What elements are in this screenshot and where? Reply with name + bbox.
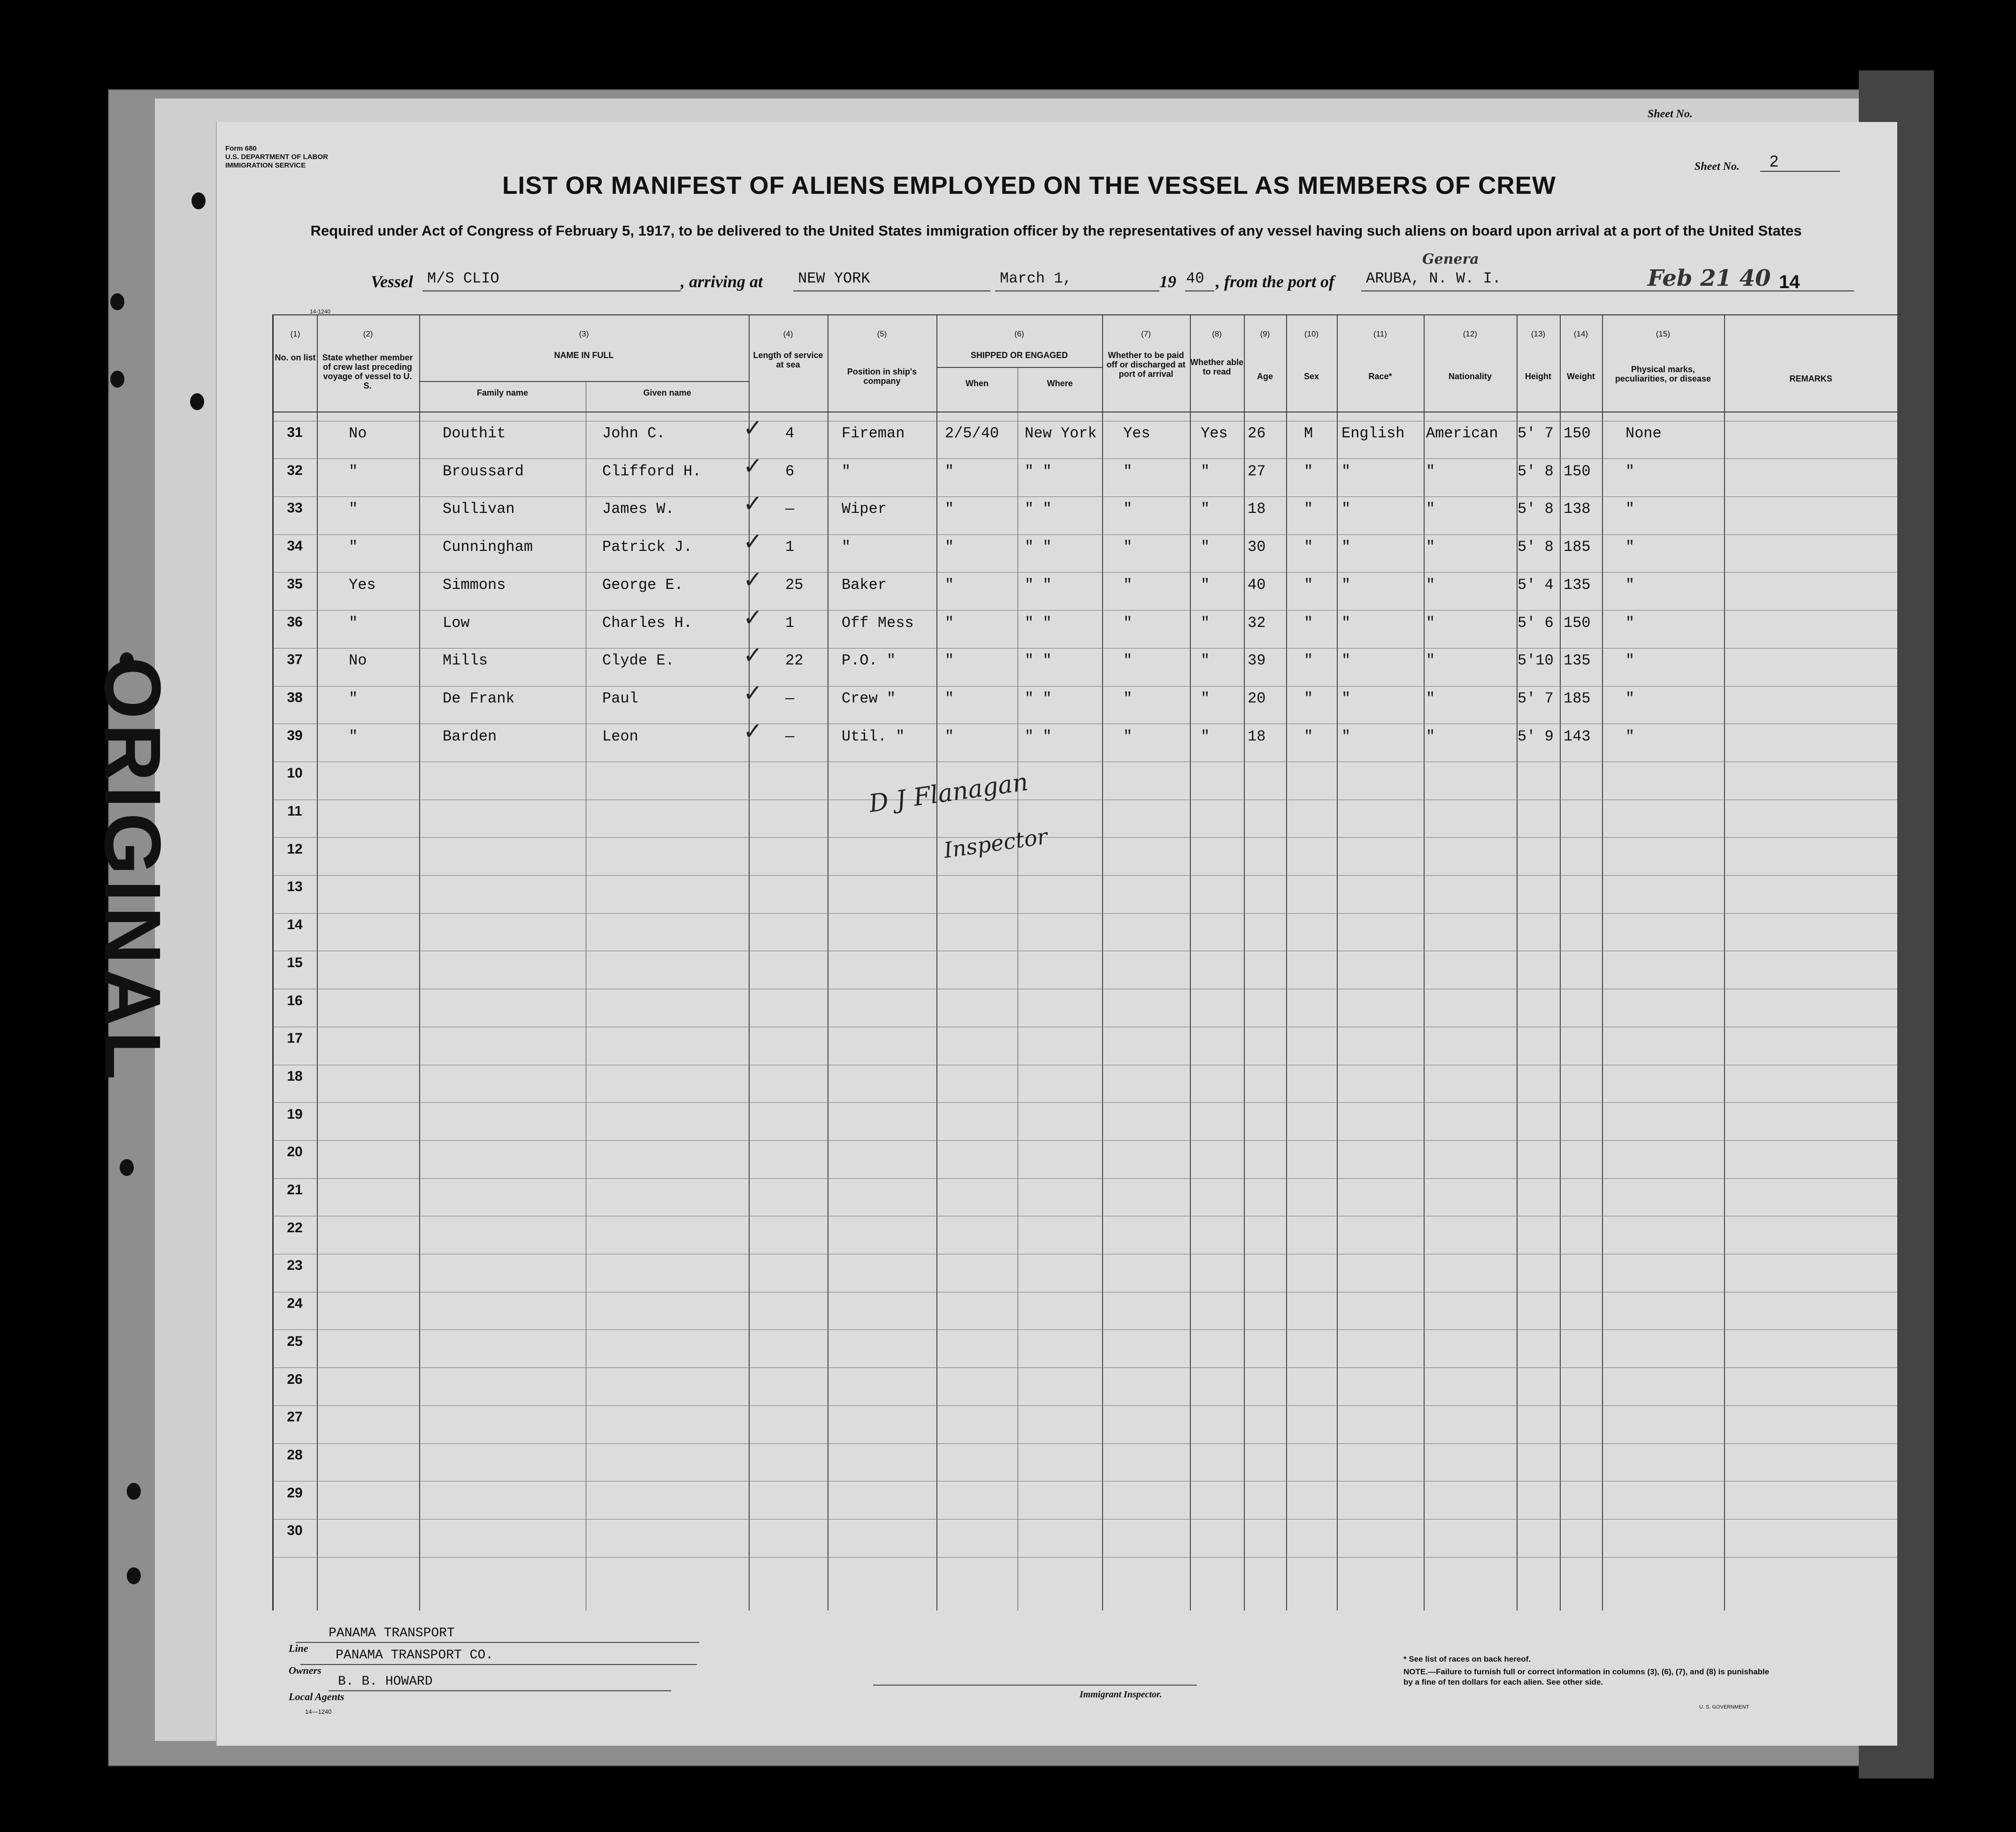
cell-sex: " xyxy=(1304,652,1313,670)
cell-service: 1 xyxy=(785,538,795,556)
cell-nat: " xyxy=(1426,538,1435,556)
vessel-name: M/S CLIO xyxy=(422,270,681,291)
header-shipped: SHIPPED OR ENGAGED xyxy=(970,351,1068,360)
cell-sex: " xyxy=(1304,727,1313,745)
line-value: PANAMA TRANSPORT xyxy=(296,1626,699,1643)
row-number: 34 xyxy=(287,538,303,554)
col-divider xyxy=(1244,315,1245,1611)
row-line xyxy=(274,1367,1898,1368)
colnum: (3) xyxy=(579,329,589,338)
year-prefix: 19 xyxy=(1159,272,1176,291)
binding-hole xyxy=(120,1159,134,1176)
cell-race: " xyxy=(1341,500,1351,518)
cell-sex: " xyxy=(1304,462,1313,480)
cell-service: — xyxy=(785,727,795,745)
cell-weight: 138 xyxy=(1564,500,1591,518)
cell-weight: 150 xyxy=(1564,462,1591,480)
cell-prev: No xyxy=(349,425,367,442)
arriving-label: , arriving at xyxy=(681,272,763,291)
cell-family: Low xyxy=(443,614,470,632)
row-line xyxy=(274,686,1898,687)
cell-sex: " xyxy=(1304,538,1313,556)
row-number: 23 xyxy=(287,1258,303,1274)
cell-physical: " xyxy=(1625,462,1635,480)
colnum: (6) xyxy=(1014,329,1024,338)
cell-weight: 185 xyxy=(1564,538,1591,556)
department: U.S. DEPARTMENT OF LABOR xyxy=(225,153,328,161)
cell-read: " xyxy=(1201,689,1210,707)
colnum: (1) xyxy=(290,329,300,338)
cell-position: P.O. " xyxy=(842,652,896,670)
cell-family: Cunningham xyxy=(443,538,533,556)
cell-service: 22 xyxy=(785,652,804,670)
cell-height: 5' 8 xyxy=(1518,538,1554,556)
cell-read: " xyxy=(1201,576,1210,594)
row-number: 30 xyxy=(287,1523,303,1539)
cell-family: Barden xyxy=(443,727,497,745)
cell-prev: " xyxy=(349,462,358,480)
row-line xyxy=(274,1443,1898,1444)
row-line xyxy=(274,837,1898,838)
row-number: 17 xyxy=(287,1030,303,1046)
cell-position: Off Mess xyxy=(842,614,914,632)
row-line xyxy=(274,1102,1898,1103)
inspector-label: Immigrant Inspector. xyxy=(1080,1689,1162,1700)
cell-prev: " xyxy=(349,727,358,745)
failure-note: NOTE.—Failure to furnish full or correct information in columns (3), (6), (7), and (8) is punishable by a fine of ten dollars for each alien. See other side. xyxy=(1403,1667,1770,1687)
cell-given: James W. xyxy=(602,500,675,518)
colnum: (10) xyxy=(1304,329,1319,338)
form-header-tag xyxy=(225,145,328,170)
cell-age: 20 xyxy=(1248,689,1266,707)
row-number: 35 xyxy=(287,576,303,592)
row-number: 39 xyxy=(287,727,303,743)
arrival-port: NEW YORK xyxy=(793,270,990,291)
row-number: 11 xyxy=(287,803,302,819)
row-line xyxy=(274,1140,1898,1141)
cell-family: Broussard xyxy=(443,462,524,480)
cell-prev: No xyxy=(349,652,367,670)
colnum: (15) xyxy=(1656,329,1671,338)
cell-family: Simmons xyxy=(443,576,506,594)
cell-given: Patrick J. xyxy=(602,538,693,556)
col-divider xyxy=(1102,315,1103,1611)
row-number: 25 xyxy=(287,1333,303,1349)
cell-position: Baker xyxy=(842,576,887,594)
cell-family: Douthit xyxy=(443,425,506,442)
cell-given: Paul xyxy=(602,689,638,707)
header-race: Race* xyxy=(1368,372,1392,381)
cell-height: 5' 6 xyxy=(1518,614,1554,632)
cell-position: Fireman xyxy=(842,425,905,442)
cell-height: 5' 8 xyxy=(1518,462,1554,480)
header-able-read: Whether able to read xyxy=(1190,358,1244,376)
page-subtitle: Required under Act of Congress of February 5, 1917, to be delivered to the United States immigration officer by the representatives of any vessel having such aliens on board upon arrival at a port of the United States xyxy=(310,222,1802,239)
cell-read: " xyxy=(1201,652,1210,670)
col-divider xyxy=(1560,315,1561,1611)
cell-when: " xyxy=(945,652,954,670)
check-mark-icon: ✓ xyxy=(743,528,763,556)
cell-nat: " xyxy=(1426,576,1435,594)
row-line xyxy=(274,1329,1898,1330)
binding-hole xyxy=(110,371,124,388)
row-number: 14 xyxy=(287,917,303,933)
binding-hole xyxy=(190,393,204,410)
cell-age: 27 xyxy=(1248,462,1266,480)
row-number: 18 xyxy=(287,1068,303,1084)
colnum: (4) xyxy=(783,329,793,338)
header-age: Age xyxy=(1257,372,1273,381)
cell-weight: 150 xyxy=(1564,425,1591,442)
races-note: * See list of races on back hereof. xyxy=(1403,1655,1531,1664)
header-family-name: Family name xyxy=(476,388,529,397)
form-code: 14-1240 xyxy=(310,308,331,315)
col-divider xyxy=(1724,315,1725,1611)
header-length-service: Length of service at sea xyxy=(753,351,823,369)
agents-code: 14—1240 xyxy=(305,1708,332,1715)
row-line xyxy=(274,1178,1898,1179)
row-number: 19 xyxy=(287,1106,303,1122)
cell-read: " xyxy=(1201,500,1210,518)
check-mark-icon: ✓ xyxy=(743,641,763,669)
cell-height: 5'10 xyxy=(1518,652,1554,670)
cell-prev: " xyxy=(349,614,358,632)
cell-age: 18 xyxy=(1248,500,1266,518)
cell-race: " xyxy=(1341,576,1351,594)
cell-paid: " xyxy=(1123,727,1133,745)
cell-when: " xyxy=(945,614,954,632)
cell-race: " xyxy=(1341,689,1351,707)
check-mark-icon: ✓ xyxy=(743,414,763,442)
cell-sex: " xyxy=(1304,689,1313,707)
cell-position: " xyxy=(842,462,851,480)
cell-where: New York xyxy=(1025,425,1097,442)
cell-sex: " xyxy=(1304,500,1313,518)
cell-nat: " xyxy=(1426,652,1435,670)
row-number: 31 xyxy=(287,425,303,440)
row-number: 29 xyxy=(287,1485,303,1501)
cell-given: John C. xyxy=(602,425,666,442)
cell-when: " xyxy=(945,727,954,745)
cell-read: Yes xyxy=(1201,425,1228,442)
cell-read: " xyxy=(1201,727,1210,745)
cell-when: " xyxy=(945,462,954,480)
cell-age: 26 xyxy=(1248,425,1266,442)
cell-age: 32 xyxy=(1248,614,1266,632)
cell-given: George E. xyxy=(602,576,683,594)
row-line xyxy=(274,913,1898,914)
cell-given: Leon xyxy=(602,727,638,745)
inspector-signature: D J Flanagan xyxy=(867,768,1030,818)
cell-race: English xyxy=(1341,425,1405,442)
row-number: 27 xyxy=(287,1409,303,1425)
cell-age: 18 xyxy=(1248,727,1266,745)
cell-when: " xyxy=(945,576,954,594)
cell-physical: " xyxy=(1625,689,1635,707)
cell-physical: " xyxy=(1625,576,1635,594)
service: IMMIGRATION SERVICE xyxy=(225,161,306,169)
header-paid-off: Whether to be paid off or discharged at port of arrival xyxy=(1106,351,1186,379)
cell-when: 2/5/40 xyxy=(945,425,999,442)
cell-age: 40 xyxy=(1248,576,1266,594)
year-suffix: 40 xyxy=(1185,270,1214,291)
row-number: 26 xyxy=(287,1371,303,1387)
cell-read: " xyxy=(1201,614,1210,632)
cell-read: " xyxy=(1201,538,1210,556)
cell-read: " xyxy=(1201,462,1210,480)
col-divider xyxy=(1424,315,1425,1611)
cell-where: " " xyxy=(1025,462,1052,480)
colnum: (14) xyxy=(1573,329,1588,338)
cell-physical: None xyxy=(1625,425,1662,442)
form-number: Form 680 xyxy=(225,145,257,153)
agents-value: B. B. HOWARD xyxy=(329,1674,671,1691)
colnum: (2) xyxy=(363,329,373,338)
cell-weight: 143 xyxy=(1564,727,1591,745)
cell-height: 5' 7 xyxy=(1518,689,1554,707)
cell-service: 4 xyxy=(785,425,795,442)
cell-prev: " xyxy=(349,689,358,707)
cell-position: Wiper xyxy=(842,500,887,518)
line-label: Line xyxy=(289,1642,308,1654)
cell-height: 5' 4 xyxy=(1518,576,1554,594)
cell-service: 1 xyxy=(785,614,795,632)
header-given-name: Given name xyxy=(643,388,691,397)
header-when: When xyxy=(966,379,989,388)
manifest-table xyxy=(272,314,1902,1611)
cell-sex: " xyxy=(1304,576,1313,594)
binding-hole xyxy=(192,192,206,209)
colnum: (13) xyxy=(1531,329,1546,338)
vessel-line xyxy=(371,251,1868,298)
cell-paid: " xyxy=(1123,576,1133,594)
cell-race: " xyxy=(1341,538,1351,556)
header-where: Where xyxy=(1047,379,1073,388)
binding-hole xyxy=(127,1567,141,1584)
cell-weight: 150 xyxy=(1564,614,1591,632)
cell-height: 5' 7 xyxy=(1518,425,1554,442)
cell-paid: Yes xyxy=(1123,425,1150,442)
row-line xyxy=(274,534,1898,535)
cell-nat: " xyxy=(1426,462,1435,480)
cell-nat: " xyxy=(1426,614,1435,632)
cell-paid: " xyxy=(1123,462,1133,480)
col-divider xyxy=(317,315,318,1611)
row-line xyxy=(274,648,1898,649)
colnum: (7) xyxy=(1141,329,1151,338)
header-sex: Sex xyxy=(1303,372,1319,381)
cell-physical: " xyxy=(1625,500,1635,518)
row-line xyxy=(274,458,1898,459)
check-mark-icon: ✓ xyxy=(743,490,763,518)
vessel-label: Vessel xyxy=(371,272,413,291)
cell-given: Clyde E. xyxy=(602,652,675,670)
cell-physical: " xyxy=(1625,538,1635,556)
cell-physical: " xyxy=(1625,614,1635,632)
header-weight: Weight xyxy=(1567,372,1595,381)
cell-sex: M xyxy=(1304,425,1313,442)
cell-position: Crew " xyxy=(842,689,896,707)
header-nationality: Nationality xyxy=(1448,372,1492,381)
check-mark-icon: ✓ xyxy=(743,679,763,707)
cell-family: Sullivan xyxy=(443,500,515,518)
row-line xyxy=(274,610,1898,611)
colnum: (11) xyxy=(1373,329,1387,338)
cell-paid: " xyxy=(1123,689,1133,707)
row-number: 16 xyxy=(287,992,303,1008)
arrival-date: March 1, xyxy=(995,270,1159,291)
cell-where: " " xyxy=(1025,689,1052,707)
row-number: 24 xyxy=(287,1296,303,1312)
cell-paid: " xyxy=(1123,652,1133,670)
cell-physical: " xyxy=(1625,727,1635,745)
cell-prev: " xyxy=(349,500,358,518)
col-divider xyxy=(1602,315,1603,1611)
cell-age: 30 xyxy=(1248,538,1266,556)
cell-given: Charles H. xyxy=(602,614,693,632)
row-number: 38 xyxy=(287,689,303,705)
cell-race: " xyxy=(1341,614,1351,632)
header-position: Position in ship's company xyxy=(847,367,917,386)
cell-given: Clifford H. xyxy=(602,462,702,480)
colnum: (8) xyxy=(1212,329,1222,338)
row-number: 21 xyxy=(287,1182,303,1198)
col-divider xyxy=(936,315,937,1611)
page-title: LIST OR MANIFEST OF ALIENS EMPLOYED ON THE VESSEL AS MEMBERS OF CREW xyxy=(502,172,1556,199)
header-no-on-list: No. on list xyxy=(275,353,316,362)
name-sub-line xyxy=(419,381,749,382)
cell-paid: " xyxy=(1123,500,1133,518)
cell-physical: " xyxy=(1625,652,1635,670)
cell-where: " " xyxy=(1025,614,1052,632)
cell-when: " xyxy=(945,500,954,518)
row-number: 37 xyxy=(287,652,303,668)
colnum: (9) xyxy=(1260,329,1270,338)
agents-label: Local Agents xyxy=(289,1691,345,1702)
cell-prev: Yes xyxy=(349,576,376,594)
cell-height: 5' 9 xyxy=(1518,727,1554,745)
cell-nat: " xyxy=(1426,500,1435,518)
col-divider xyxy=(1898,315,1899,1611)
header-name-in-full: NAME IN FULL xyxy=(554,351,614,360)
cell-weight: 185 xyxy=(1564,689,1591,707)
header-remarks: REMARKS xyxy=(1789,374,1832,383)
row-number: 15 xyxy=(287,954,303,970)
cell-nat: " xyxy=(1426,689,1435,707)
row-number: 36 xyxy=(287,614,303,630)
row-number: 20 xyxy=(287,1144,303,1160)
sheet-number: 2 xyxy=(1760,153,1840,172)
cell-family: De Frank xyxy=(443,689,515,707)
cell-paid: " xyxy=(1123,614,1133,632)
cell-service: 6 xyxy=(785,462,795,480)
cell-where: " " xyxy=(1025,727,1052,745)
cell-position: Util. " xyxy=(842,727,905,745)
cell-position: " xyxy=(842,538,851,556)
cell-when: " xyxy=(945,689,954,707)
row-number: 12 xyxy=(287,841,303,857)
row-number: 13 xyxy=(287,879,303,895)
from-port: ARUBA, N. W. I. xyxy=(1361,270,1854,291)
owners-label: Owners xyxy=(289,1664,322,1676)
cell-where: " " xyxy=(1025,500,1052,518)
cell-family: Mills xyxy=(443,652,488,670)
binding-hole xyxy=(127,1483,141,1500)
row-line xyxy=(274,875,1898,876)
cell-height: 5' 8 xyxy=(1518,500,1554,518)
col-divider xyxy=(1286,315,1287,1611)
page-number: 14 xyxy=(1779,272,1800,292)
cell-race: " xyxy=(1341,652,1351,670)
cell-where: " " xyxy=(1025,576,1052,594)
cell-where: " " xyxy=(1025,652,1052,670)
back-sheet-label: Sheet No. xyxy=(1648,108,1693,120)
handwritten-genera: Genera xyxy=(1422,251,1479,267)
header-height: Height xyxy=(1525,372,1551,381)
check-mark-icon: ✓ xyxy=(743,452,763,480)
row-number: 28 xyxy=(287,1447,303,1463)
cell-prev: " xyxy=(349,538,358,556)
cell-age: 39 xyxy=(1248,652,1266,670)
shipped-sub-line xyxy=(936,367,1102,368)
colnum: (5) xyxy=(877,329,887,338)
row-number: 10 xyxy=(287,765,303,781)
col-divider xyxy=(419,315,420,1611)
col-divider xyxy=(1190,315,1191,1611)
original-stamp: ORIGINAL xyxy=(88,657,177,1085)
from-label: , from the port of xyxy=(1216,272,1335,291)
handwritten-date: Feb 21 40 xyxy=(1648,265,1771,291)
check-mark-icon: ✓ xyxy=(743,565,763,593)
cell-nat: " xyxy=(1426,727,1435,745)
check-mark-icon: ✓ xyxy=(743,717,763,745)
cell-race: " xyxy=(1341,462,1351,480)
cell-service: — xyxy=(785,689,795,707)
cell-service: — xyxy=(785,500,795,518)
inspector-title: Inspector xyxy=(942,823,1049,863)
row-line xyxy=(274,496,1898,497)
row-line xyxy=(274,1405,1898,1406)
cell-paid: " xyxy=(1123,538,1133,556)
cell-weight: 135 xyxy=(1564,576,1591,594)
owners-value: PANAMA TRANSPORT CO. xyxy=(300,1648,697,1665)
header-physical: Physical marks, peculiarities, or disease xyxy=(1615,365,1711,383)
binding-hole xyxy=(110,293,124,310)
cell-weight: 135 xyxy=(1564,652,1591,670)
check-mark-icon: ✓ xyxy=(743,603,763,631)
cell-where: " " xyxy=(1025,538,1052,556)
row-number: 22 xyxy=(287,1220,303,1236)
row-number: 32 xyxy=(287,462,303,478)
col-divider xyxy=(1337,315,1338,1611)
row-number: 33 xyxy=(287,500,303,516)
colnum: (12) xyxy=(1463,329,1478,338)
header-state-whether: State whether member of crew last preceding voyage of vessel to U. S. xyxy=(322,353,413,390)
cell-nat: American xyxy=(1426,425,1498,442)
printer-mark: U. S. GOVERNMENT xyxy=(1699,1704,1749,1710)
cell-service: 25 xyxy=(785,576,804,594)
sheet-label: Sheet No. xyxy=(1694,160,1740,173)
cell-sex: " xyxy=(1304,614,1313,632)
inspector-line xyxy=(873,1685,1197,1686)
cell-race: " xyxy=(1341,727,1351,745)
cell-when: " xyxy=(945,538,954,556)
